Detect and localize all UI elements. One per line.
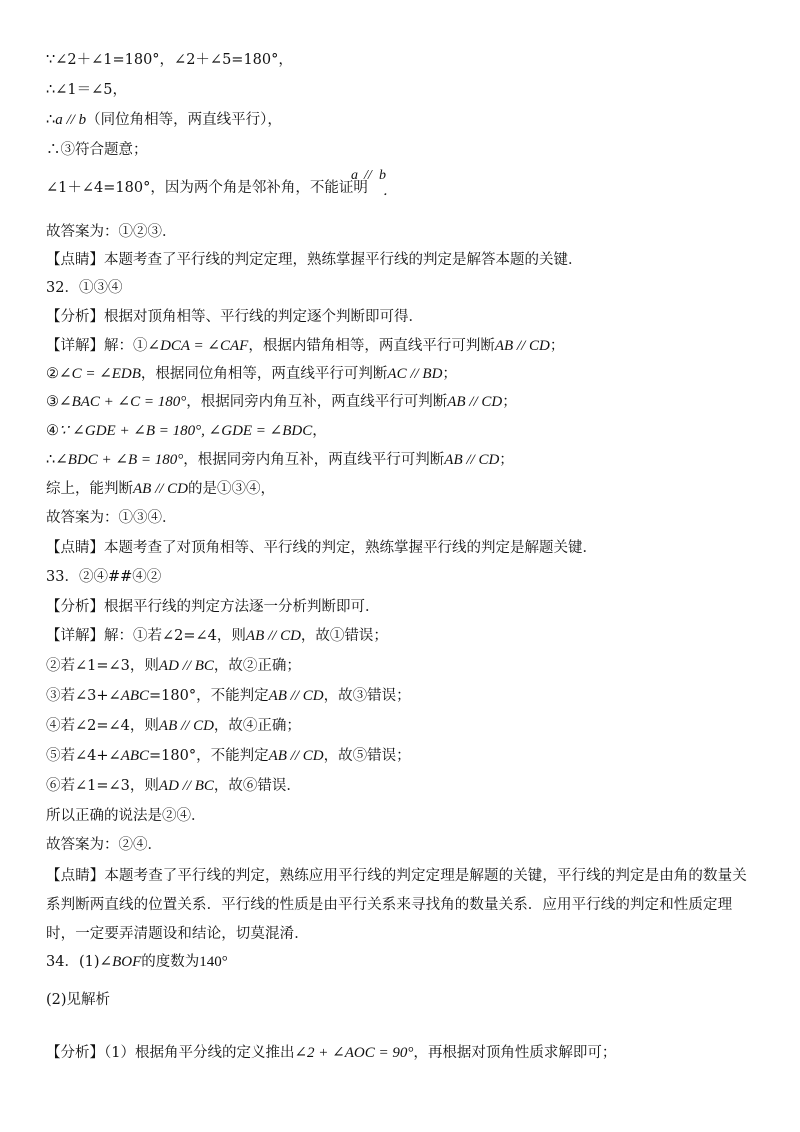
text-fragment: 【分析】（1）根据角平分线的定义推出 [46,1045,295,1061]
text-line: 【点睛】本题考查了平行线的判定定理，熟练掌握平行线的判定是解答本题的关键． [46,252,583,268]
text-line [46,776,760,796]
text-fragment: ③ [46,394,59,410]
math-expression: AB // CD [268,688,324,704]
text-line [46,110,760,130]
text-fragment: ，根据同旁内角互补，两直线平行可判断 [186,394,448,410]
text-fragment: 【详解】解：①若∠2=∠4，则 [46,628,246,644]
text-line [46,686,760,706]
text-line: ∵∠2＋∠1=180°，∠2＋∠5=180°， [46,52,293,68]
math-expression: a // b [55,112,87,128]
math-expression: AB // CD [268,748,324,764]
text-fragment: ，故④正确； [213,718,301,734]
text-fragment: ，根据同旁内角互补，两直线平行可判断 [183,452,445,468]
math-expression: AB // CD [447,394,503,410]
math-expression: AB // CD [444,452,500,468]
text-line: 【分析】根据对顶角相等、平行线的判定逐个判断即可得． [46,309,423,325]
text-fragment: ，再根据对顶角性质求解即可； [413,1045,617,1061]
text-fragment: ； [549,338,565,354]
math-variable: b [379,168,386,183]
math-expression: ABC [120,748,150,764]
text-fragment: （同位角相等，两直线平行）， [86,112,282,128]
text-line [46,716,760,736]
text-fragment: ④ [46,423,59,439]
text-line: ∴∠1＝∠5， [46,82,127,98]
text-line [46,364,760,384]
text-fragment: ； [442,366,457,382]
text-fragment: ； [499,452,514,468]
text-fragment: =180°，不能判定 [149,688,269,704]
therefore-symbol: ∴ [46,112,56,128]
math-expression: ∠2 + ∠AOC = 90° [294,1045,414,1061]
text-line: 故答案为：①②③． [46,224,177,240]
text-fragment: ，故③错误； [323,688,411,704]
text-fragment: 【详解】解：① [46,338,148,354]
math-expression: 140° [199,954,228,970]
text-fragment: ④若∠2=∠4，则 [46,718,159,734]
text-line [46,1043,760,1063]
text-fragment: ∠1＋∠4=180°，因为两个角是邻补角，不能证明 [46,180,368,196]
text-fragment: ，根据内错角相等，两直线平行可判断 [248,338,495,354]
text-line [46,421,760,441]
text-line [46,952,760,972]
text-fragment: ，故①错误； [300,628,388,644]
therefore-symbol: ∴ [46,452,56,468]
text-fragment: ③若∠3+∠ [46,688,121,704]
math-expression: ABC [120,688,150,704]
math-expression: AD // BC [158,658,214,674]
text-fragment: ，故②正确； [213,658,301,674]
text-line: 【点睛】本题考查了对顶角相等、平行线的判定，熟练掌握平行线的判定是解题关键． [46,540,597,556]
text-fragment: ⑥若∠1=∠3，则 [46,778,159,794]
text-fragment: =180°，不能判定 [149,748,269,764]
math-expression: AB // CD [158,718,214,734]
text-line: 故答案为：②④． [46,837,162,853]
math-operator: // [364,168,372,183]
text-fragment: ⑤若∠4+∠ [46,748,121,764]
text-fragment: ，故⑥错误． [213,778,301,794]
text-line: 所以正确的说法是②④． [46,808,206,824]
math-expression: ∠BOF [99,954,142,970]
text-line [46,336,760,356]
text-paragraph: 【点睛】本题考查了平行线的判定，熟练应用平行线的判定定理是解题的关键，平行线的判定是由角的数量关系判断两直线的位置关系．平行线的性质是由平行关系来寻找角的数量关系．应用平行线的判定和性质定理时，一定要弄清题设和结论，切莫混淆． [46,868,747,942]
text-line: 32．①③④ [46,280,123,296]
text-line: 33．②④##④② [46,569,162,585]
math-expression: ∠DCA = ∠CAF [147,338,249,354]
math-expression: AD // BC [158,778,214,794]
text-line [46,626,760,646]
text-line [46,746,760,766]
text-line [46,656,760,676]
math-expression: AC // BD [387,366,443,382]
math-expression: AB // CD [494,338,550,354]
text-fragment: ． [383,184,397,199]
math-expression: ∠C = ∠EDB [59,366,141,382]
text-line [46,392,760,412]
text-line: (2)见解析 [46,992,111,1008]
math-variable: a [351,168,358,183]
text-fragment: 的度数为 [141,954,200,970]
math-expression: AB // CD [133,481,188,497]
text-line [46,168,760,199]
math-expression: ∵ ∠GDE + ∠B = 180°, ∠GDE = ∠BDC [59,423,313,439]
text-fragment: 34．(1) [46,954,100,970]
text-fragment: ； [502,394,517,410]
text-fragment: ， [312,423,327,439]
text-line: ∴③符合题意； [46,142,148,158]
text-line: 故答案为：①③④． [46,510,177,526]
text-line [46,450,760,470]
math-expression: ∠BAC + ∠C = 180° [59,394,187,410]
text-fragment: 综上，能判断 [46,481,133,497]
text-fragment: ②若∠1=∠3，则 [46,658,159,674]
text-line [46,479,760,499]
math-expression: ∠BDC + ∠B = 180° [55,452,184,468]
text-line: 【分析】根据平行线的判定方法逐一分析判断即可． [46,599,380,615]
text-fragment: ，故⑤错误； [323,748,411,764]
text-fragment: ② [46,366,59,382]
math-expression: AB // CD [245,628,301,644]
text-fragment: ，根据同位角相等，两直线平行可判断 [140,366,388,382]
text-fragment: 的是①③④， [188,481,275,497]
